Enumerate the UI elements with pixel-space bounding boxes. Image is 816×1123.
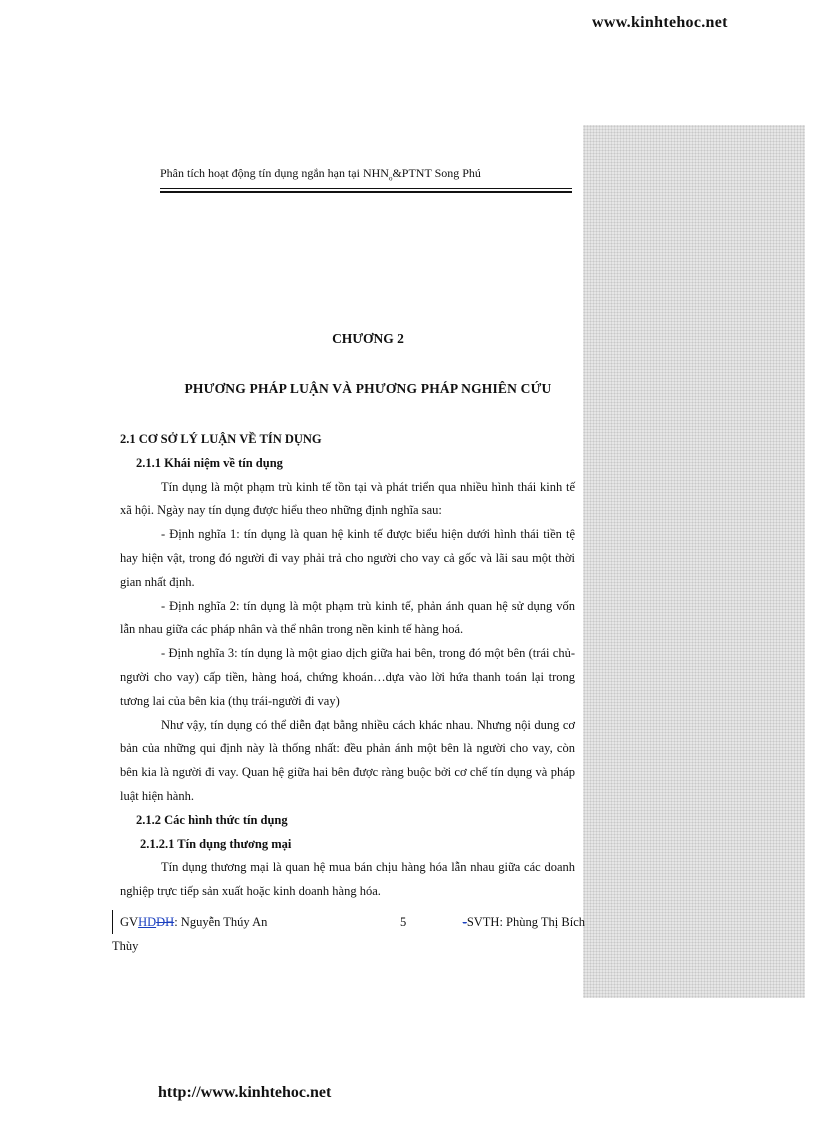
running-header-text: Phân tích hoạt động tín dụng ngắn hạn tại NHN <box>160 166 389 180</box>
section-heading: 2.1 CƠ SỞ LÝ LUẬN VỀ TÍN DỤNG <box>120 432 322 446</box>
subsection-heading-2-1-2: 2.1.2 Các hình thức tín dụng <box>136 812 288 827</box>
site-url-top[interactable]: www.kinhtehoc.net <box>592 14 728 31</box>
chapter-title: PHƯƠNG PHÁP LUẬN VÀ PHƯƠNG PHÁP NGHIÊN CỨU <box>184 381 552 396</box>
footer-instructor-name: : Nguyễn Thúy An <box>174 915 268 929</box>
chapter-number: CHƯƠNG 2 <box>332 331 404 346</box>
page-number: 5 <box>400 915 407 929</box>
header-double-rule <box>160 188 572 193</box>
running-header-suffix: &PTNT Song Phú <box>392 166 481 180</box>
subsection-heading-2-1-2-1: 2.1.2.1 Tín dụng thương mại <box>140 836 292 851</box>
footer-student-continuation: Thùy <box>112 939 139 953</box>
footer-instructor <box>120 910 267 934</box>
paragraph: - Định nghĩa 3: tín dụng là một giao dịch giữa hai bên, trong đó một bên (trái chủ-người cho vay) cấp tiền, hàng hoá, chứng khoán…dựa vào lời hứa thanh toán lại trong tương lai của bên kia (thụ trái-người đi vay) <box>120 646 575 708</box>
paragraph: - Định nghĩa 2: tín dụng là một phạm trù kinh tế, phản ánh quan hệ sử dụng vốn lẫn nhau giữa các pháp nhân và thể nhân trong nền kinh tế hàng hoá. <box>120 598 575 637</box>
paragraph: Tín dụng thương mại là quan hệ mua bán chịu hàng hóa lẫn nhau giữa các doanh nghiệp trực tiếp sản xuất hoặc kinh doanh hàng hóa. <box>120 860 575 899</box>
footer-gv-prefix: GV <box>120 915 139 929</box>
footer-student <box>463 910 585 934</box>
paragraph: Như vậy, tín dụng có thể diễn đạt bằng nhiều cách khác nhau. Nhưng nội dung cơ bản của những qui định này là thống nhất: đều phản ánh một bên là người cho vay, còn bên kia là người đi vay. Quan hệ giữa hai bên được ràng buộc bởi cơ chế tín dụng và pháp luật hiện hành. <box>120 717 575 803</box>
subsection-heading-2-1-1: 2.1.1 Khái niệm về tín dụng <box>136 455 283 470</box>
paragraph: - Định nghĩa 1: tín dụng là quan hệ kinh tế được biểu hiện dưới hình thái tiền tệ hay hiện vật, trong đó người đi vay phải trả cho người cho vay cả gốc và lãi sau một thời gian nhất định. <box>120 527 575 589</box>
document-body <box>120 428 575 904</box>
paragraph: Tín dụng là một phạm trù kinh tế tồn tại và phát triển qua nhiều hình thái kinh tế xã hội. Ngày nay tín dụng được hiểu theo những định nghĩa sau: <box>120 479 575 518</box>
site-url-bottom[interactable]: http://www.kinhtehoc.net <box>158 1084 332 1101</box>
tracked-deletion: - <box>462 915 467 929</box>
footer-student-name: SVTH: Phùng Thị Bích <box>466 915 585 929</box>
tracked-deletion: DH <box>156 915 175 929</box>
running-header <box>160 166 481 182</box>
tracked-insertion: HD <box>138 915 157 929</box>
page-footer <box>112 910 585 953</box>
running-header-subscript: o <box>388 174 393 183</box>
comment-markup-pane <box>583 125 805 998</box>
